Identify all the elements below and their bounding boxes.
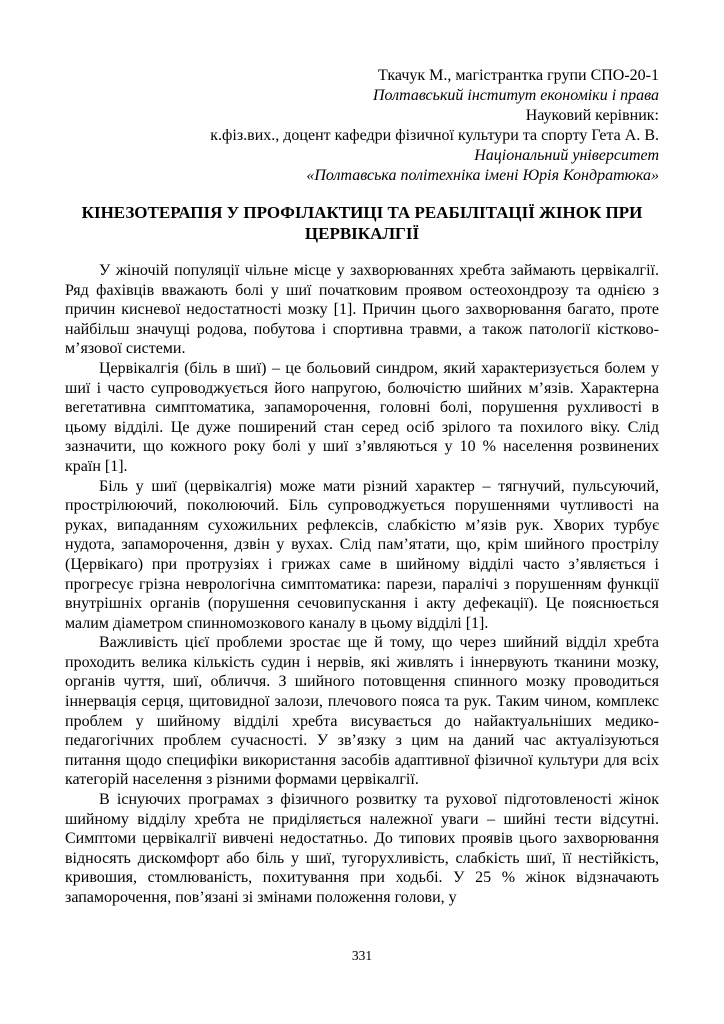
university-line: Національний університет — [474, 147, 659, 164]
article-paragraph: В існуючих програмах з фізичного розвитку та рухової підготовленості жінок шийному відділу хребта не приділяється належної уваги – шийні тести відсутні. Симптоми цервікалгії вивчені недостатньо. До типових проявів цього захворювання відносять дискомфорт або біль у шиї, тугорухливість, слабкість шиї, її нестійкість, кривошия, стомлюваність, похитування при ходьбі. У 25 % жінок відзначають запаморочення, пов’язані зі змінами положення голови, у — [65, 791, 659, 906]
page-content — [65, 66, 659, 908]
article-paragraph: У жіночій популяції чільне місце у захворюваннях хребта займають цервікалгії. Ряд фахівців вважають болі у шиї початковим проявом остеохондрозу та однією з причин кисневої недостатності мозку [1]. Причин цього захворювання багато, проте найбільш значущі родова, побутова і спортивна травми, а також патології кістково-м’язової системи. — [65, 262, 659, 358]
institution-line: Полтавський інститут економіки і права — [372, 87, 659, 104]
article-title-line-2: ЦЕРВІКАЛГІЇ — [304, 224, 420, 243]
article-paragraph: Важливість цієї проблеми зростає ще й тому, що через шийний відділ хребта проходить велика кількість судин і нервів, які живлять і іннервують тканини мозку, органів чуття, шиї, обличчя. З шийного потовщення спинного мозку проводиться іннервація серця, щитовидної залози, плечового пояса та рук. Таким чином, комплекс проблем у шийному відділі хребта висувається до найактуальніших медико-педагогічних проблем сучасності. У зв’язку з цим на даний час актуалізуються питання щодо специфіки використання засобів адаптивної фізичної культури для всіх категорій населення з різними формами цервікалгії. — [65, 634, 659, 789]
article-paragraph: Біль у шиї (цервікалгія) може мати різний характер – тягнучий, пульсуючий, прострілюючий, поколюючий. Біль супроводжується порушеннями чутливості на руках, випаданням сухожильних рефлексів, слабкістю м’язів рук. Хворих турбує нудота, запаморочення, дзвін у вухах. Слід пам’ятати, що, крім шийного прострілу (Цервікаго) при протрузіях і грижах саме в шийному відділі часто з’являється і прогресує грізна неврологічна симптоматика: парези, паралічі з порушенням функції внутрішніх органів (порушення сечовипускання і акту дефекації). Це пояснюється малим діаметром спинномозкового каналу в цьому відділі [1]. — [65, 477, 659, 632]
page-number: 331 — [351, 948, 373, 963]
article-paragraph: Цервікалгія (біль в шиї) – це больовий синдром, який характеризується болем у шиї і часто супроводжується його напругою, болючістю шийних м’язів. Характерна вегетативна симптоматика, запаморочення, головні болі, порушення рухливості в цьому відділі. Це дуже поширений стан серед осіб зрілого та похилого віку. Слід зазначити, що кожного року болі у шиї з’являються у 10 % населення розвинених країн [1]. — [65, 359, 659, 475]
advisor-label: Науковий керівник: — [525, 107, 659, 124]
article-title-line-1: КІНЕЗОТЕРАПІЯ У ПРОФІЛАКТИЦІ ТА РЕАБІЛІТАЦІЇ ЖІНОК ПРИ — [81, 203, 643, 222]
author-block — [65, 66, 659, 186]
article-body — [65, 261, 659, 908]
author-line: Ткачук М., магістрантка групи СПО-20-1 — [377, 67, 659, 84]
article-title — [65, 202, 659, 244]
university-name-line: «Полтавська політехніка імені Юрія Кондратюка» — [306, 167, 659, 184]
advisor-line: к.фіз.вих., доцент кафедри фізичної культури та спорту Гета А. В. — [210, 127, 659, 144]
